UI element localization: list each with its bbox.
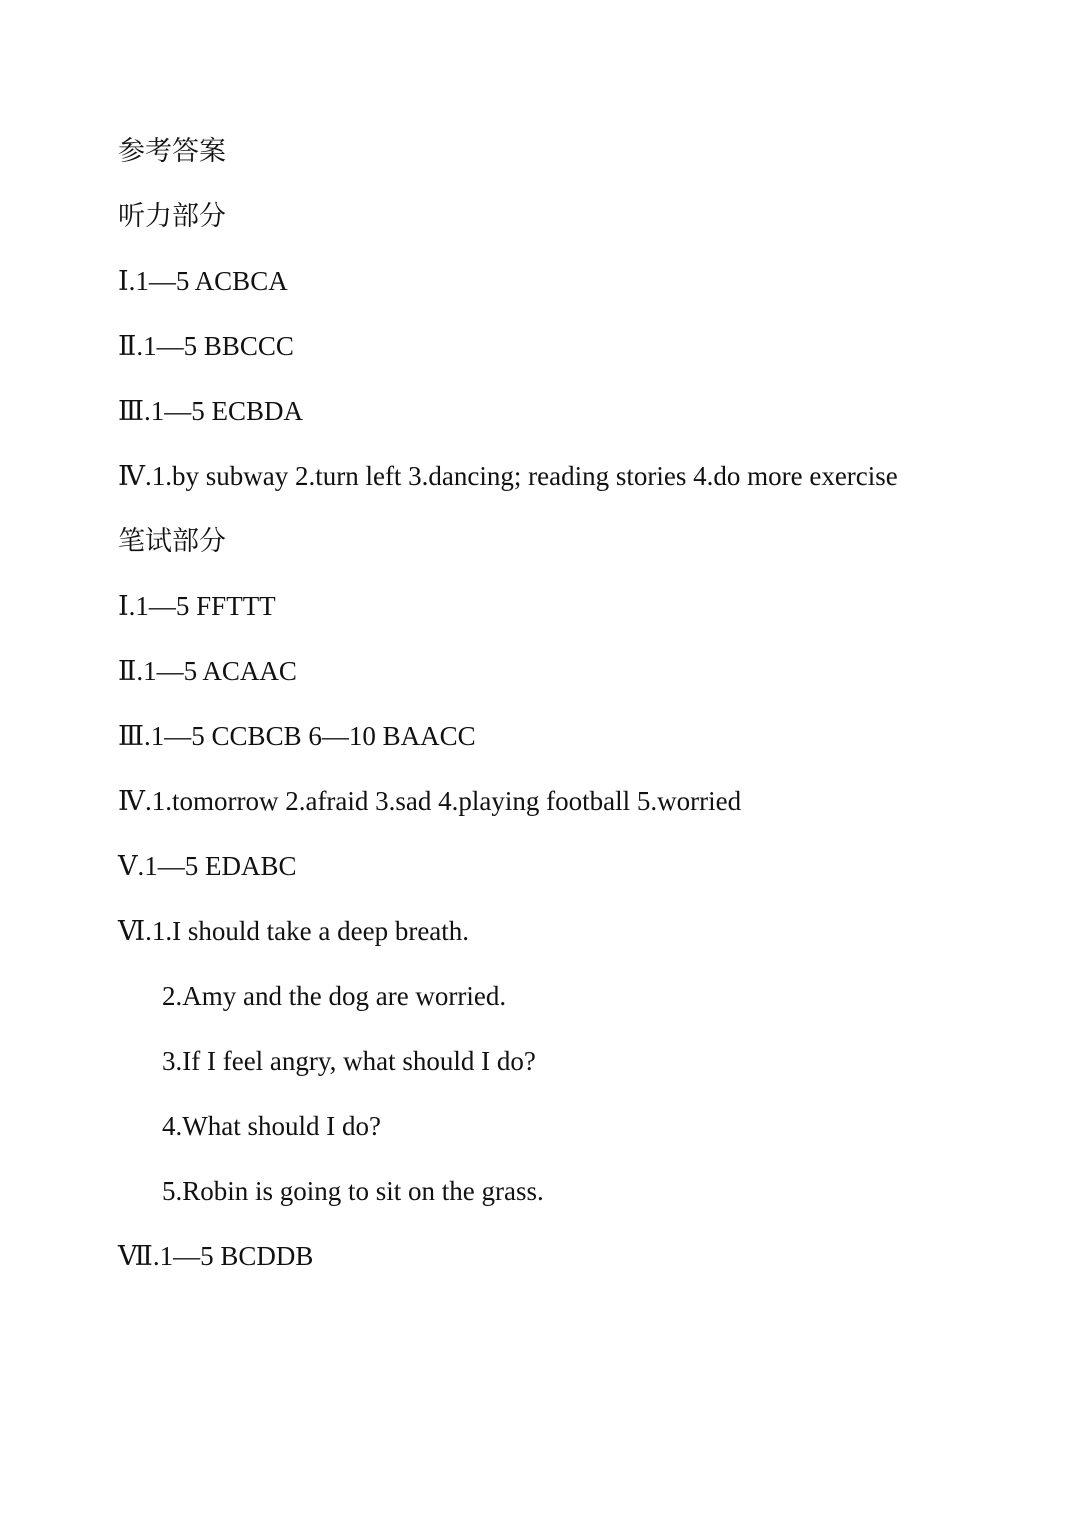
written-answer-4: Ⅳ.1.tomorrow 2.afraid 3.sad 4.playing football 5.worried (118, 786, 742, 816)
written-answer-6-sub-5: 5.Robin is going to sit on the grass. (162, 1176, 544, 1206)
page-title: 参考答案 (118, 136, 226, 166)
written-answer-3: Ⅲ.1—5 CCBCB 6—10 BAACC (118, 721, 476, 751)
listening-answer-1: Ⅰ.1—5 ACBCA (118, 266, 288, 296)
written-answer-1: Ⅰ.1—5 FFTTT (118, 591, 276, 621)
written-answer-2: Ⅱ.1—5 ACAAC (118, 656, 297, 686)
listening-section-heading: 听力部分 (118, 201, 226, 231)
written-answer-6: Ⅵ.1.I should take a deep breath. (118, 916, 470, 946)
written-answer-5: Ⅴ.1—5 EDABC (118, 851, 297, 881)
written-section-heading: 笔试部分 (118, 526, 226, 556)
written-answer-6-sub-2: 2.Amy and the dog are worried. (162, 981, 507, 1011)
written-answer-6-sub-4: 4.What should I do? (162, 1111, 381, 1141)
listening-answer-3: Ⅲ.1—5 ECBDA (118, 396, 304, 426)
written-answer-7: Ⅶ.1—5 BCDDB (118, 1241, 314, 1271)
written-answer-6-sub-3: 3.If I feel angry, what should I do? (162, 1046, 536, 1076)
listening-answer-4: Ⅳ.1.by subway 2.turn left 3.dancing; reading stories 4.do more exercise (118, 461, 898, 491)
listening-answer-2: Ⅱ.1—5 BBCCC (118, 331, 294, 361)
